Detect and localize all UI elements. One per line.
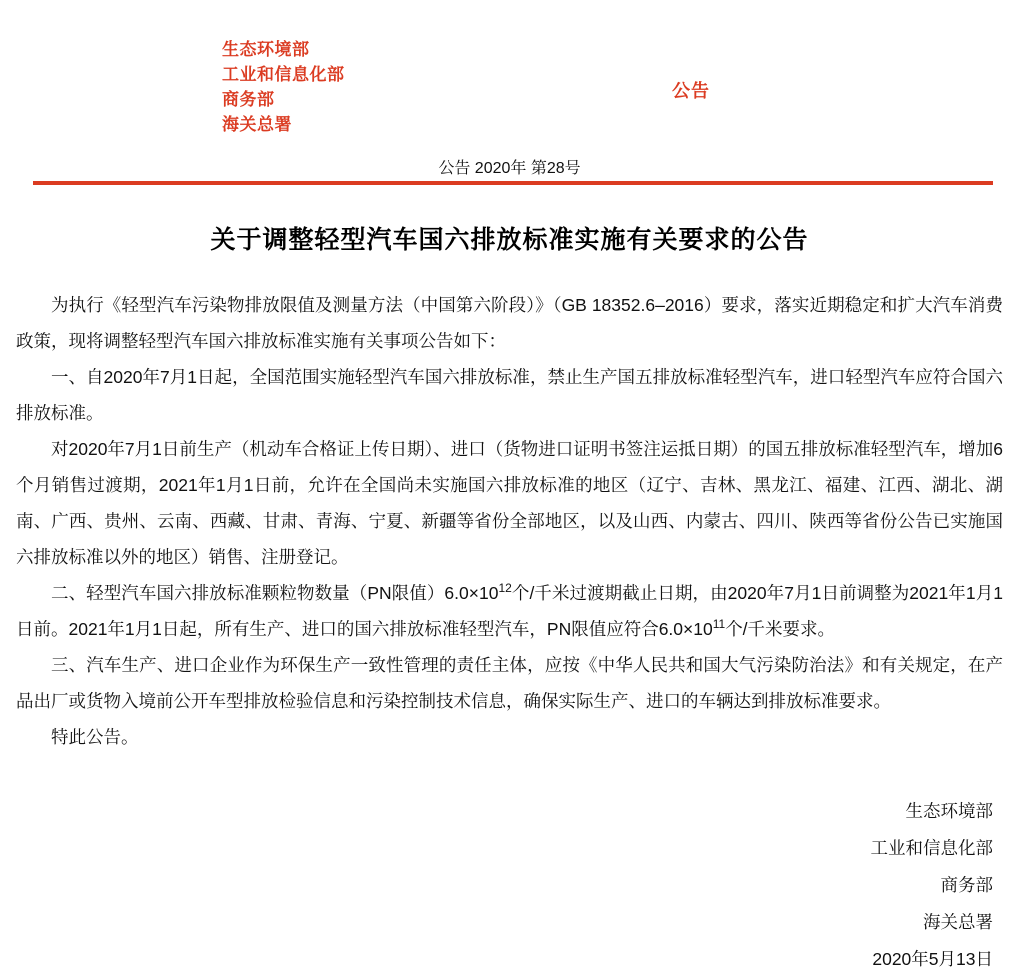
paragraph-text: 二、轻型汽车国六排放标准颗粒物数量（PN限值）6.0×10	[51, 583, 499, 603]
body-paragraph	[16, 359, 1003, 431]
signature-agency-list	[871, 793, 994, 941]
paragraph-text: 个/千米过渡期截止日期，由2020年7月1日前调整为2021年1月1日前。2021年1月1日起，所有生产、进口的国六排放标准轻型汽车，PN限值应符合6.0×10	[16, 583, 1003, 639]
document-number: 公告 2020年 第28号	[438, 160, 581, 177]
paragraph-text: 为执行《轻型汽车污染物排放限值及测量方法（中国第六阶段）》（GB 18352.6–2016）要求，落实近期稳定和扩大汽车消费政策，现将调整轻型汽车国六排放标准实施有关事项公告如下：	[16, 295, 1003, 351]
superscript-exponent: 12	[498, 581, 512, 596]
signature-agency: 工业和信息化部	[870, 838, 993, 858]
issuing-agency: 海关总署	[222, 115, 292, 134]
signature-block	[871, 793, 994, 975]
body-paragraph	[16, 647, 1003, 719]
issuing-agency: 商务部	[222, 90, 275, 109]
signature-agency: 商务部	[940, 875, 993, 895]
notice-type-label: 公告	[672, 81, 710, 101]
document-title: 关于调整轻型汽车国六排放标准实施有关要求的公告	[210, 226, 809, 254]
superscript-exponent: 11	[712, 617, 726, 632]
issuing-agency: 生态环境部	[222, 40, 310, 59]
signature-date: 2020年5月13日	[872, 949, 993, 969]
body-paragraph	[16, 431, 1003, 575]
issuing-agency-list	[222, 37, 345, 137]
document-body	[16, 287, 1003, 755]
paragraph-text: 三、汽车生产、进口企业作为环保生产一致性管理的责任主体，应按《中华人民共和国大气污染防治法》和有关规定，在产品出厂或货物入境前公开车型排放检验信息和污染控制技术信息，确保实际生产、进口的车辆达到排放标准要求。	[16, 655, 1003, 711]
signature-agency: 海关总署	[923, 912, 993, 932]
body-paragraph	[16, 287, 1003, 359]
body-paragraph	[16, 575, 1003, 647]
signature-agency: 生态环境部	[905, 801, 993, 821]
red-divider-line	[33, 181, 993, 185]
paragraph-text: 特此公告。	[51, 727, 139, 747]
paragraph-text: 一、自2020年7月1日起，全国范围实施轻型汽车国六排放标准，禁止生产国五排放标准轻型汽车，进口轻型汽车应符合国六排放标准。	[16, 367, 1003, 423]
body-paragraph	[16, 719, 1003, 755]
issuing-agency: 工业和信息化部	[222, 65, 345, 84]
paragraph-text: 对2020年7月1日前生产（机动车合格证上传日期）、进口（货物进口证明书签注运抵日期）的国五排放标准轻型汽车，增加6个月销售过渡期，2021年1月1日前，允许在全国尚未实施国六排放标准的地区（辽宁、吉林、黑龙江、福建、江西、湖北、湖南、广西、贵州、云南、西藏、甘肃、青海、宁夏、新疆等省份全部地区，以及山西、内蒙古、四川、陕西等省份公告已实施国六排放标准以外的地区）销售、注册登记。	[16, 439, 1003, 567]
document-header	[0, 37, 1019, 133]
paragraph-text: 个/千米要求。	[725, 619, 836, 639]
